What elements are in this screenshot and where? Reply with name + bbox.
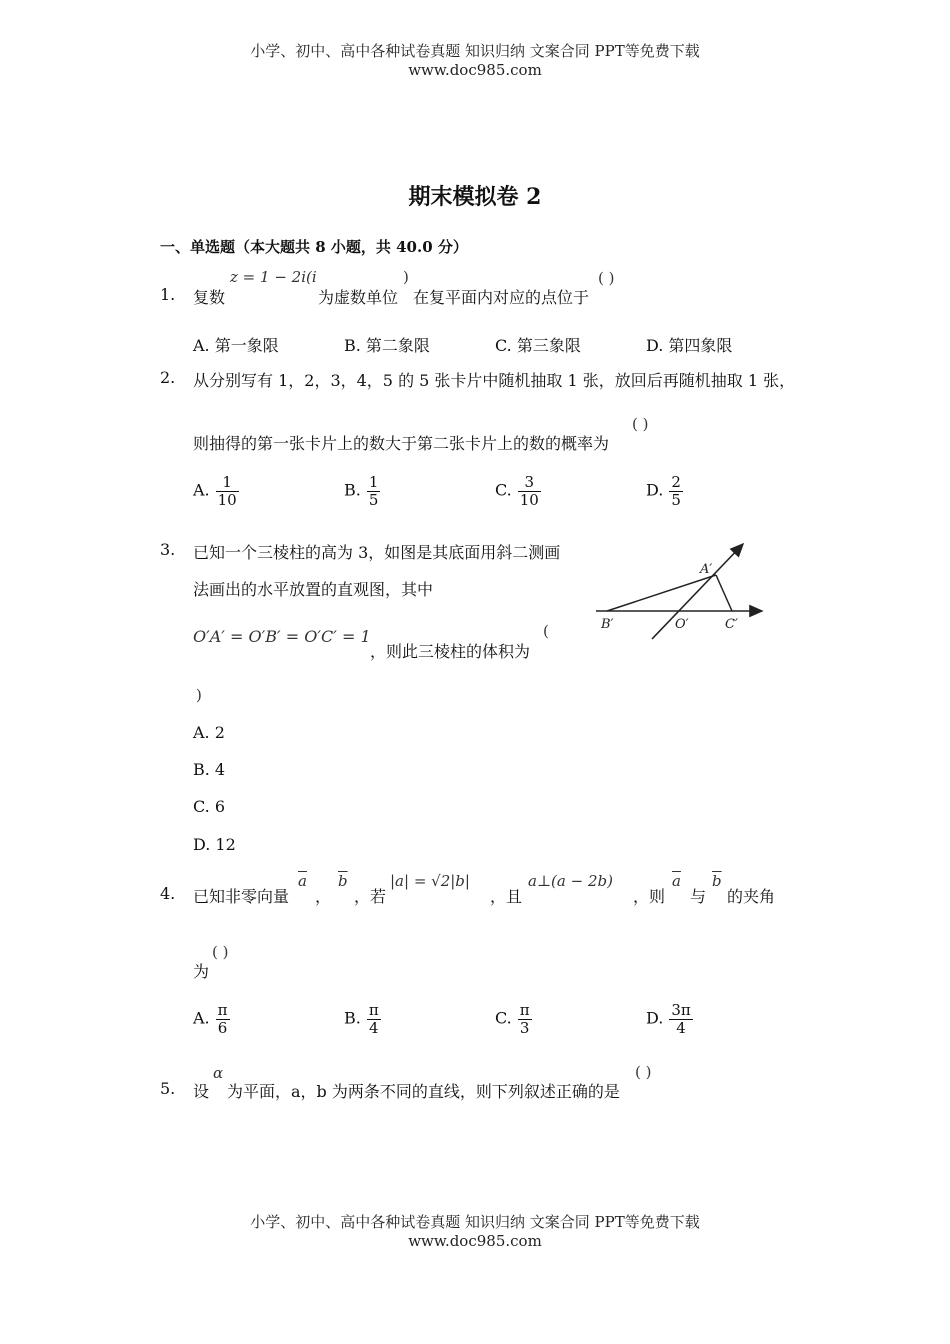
q1-option-a: A. 第一象限 [193,336,279,355]
q3-line2: 法画出的水平放置的直观图，其中 [193,580,434,599]
q2-option-b-num: 1 [368,473,379,491]
q2-number: 2. [160,368,176,387]
q2-option-a-den: 10 [217,490,237,509]
q4-vec-b-2: $\overline{b}$ [712,872,722,890]
q2-option-b [344,474,380,508]
q2-option-a-num: 1 [216,474,239,492]
q2-option-d-label: D. [646,480,664,500]
q4-suffix: 的夹角 [727,887,776,906]
q4-sep5: 与 [690,887,707,906]
q3-figure-edge-ac [716,575,732,611]
q4-option-d-num: 3π [671,1001,691,1019]
section-heading: 一、单选题（本大题共 8 小题，共 40.0 分） [160,238,468,256]
q2-option-a-label: A. [193,480,210,500]
q4-option-d-fraction [669,1002,692,1036]
q4-number: 4. [160,884,176,903]
q4-vec-a: $\overline{a}$ [298,872,307,890]
q4-prefix: 已知非零向量 [193,887,290,906]
q2-option-b-fraction [367,474,381,508]
q1-prefix: 复数 [193,288,226,307]
q3-figure-label-o: O′ [675,617,689,632]
q3-line1: 已知一个三棱柱的高为 3，如图是其底面用斜二测画 [193,543,561,562]
q3-line3: ，则此三棱柱的体积为 [370,642,531,661]
q4-option-c-fraction [518,1002,532,1036]
q3-math: O′A′ = O′B′ = O′C′ = 1 [193,627,371,646]
q4-option-d-den: 4 [676,1018,686,1037]
q1-math-close: ) [403,268,409,286]
q3-figure-label-a: A′ [700,562,713,577]
q4-sep2: ，若 [354,887,387,906]
header-line1: 小学、初中、高中各种试卷真题 知识归纳 文案合同 PPT等免费下载 [250,42,700,60]
q4-sep4: ，则 [633,887,666,906]
q2-option-d [646,474,683,508]
q5-text: 为平面，a，b 为两条不同的直线，则下列叙述正确的是 [227,1082,620,1101]
header-url: www.doc985.com [408,61,542,79]
q4-option-b [344,1002,381,1036]
footer-line1: 小学、初中、高中各种试卷真题 知识归纳 文案合同 PPT等免费下载 [250,1213,700,1231]
q3-option-c: C. 6 [193,797,226,816]
q4-sep1: ， [315,887,332,906]
q4-answer-paren: ( ) [212,943,229,961]
q4-option-a-den: 6 [217,1018,228,1037]
q3-option-a: A. 2 [193,723,225,742]
q2-option-c-fraction [518,474,541,508]
q1-option-b: B. 第二象限 [344,336,430,355]
q5-answer-paren: ( ) [635,1063,652,1081]
q4-option-a-label: A. [193,1008,210,1028]
footer-url: www.doc985.com [408,1232,542,1250]
q3-figure [590,535,770,645]
q5-alpha: α [213,1064,224,1082]
q1-answer-paren: ( ) [598,269,615,287]
q2-option-a-fraction [216,474,239,508]
q5-prefix: 设 [193,1082,210,1101]
page-title: 期末模拟卷 2 [408,184,542,210]
q4-vec-b: $\overline{b}$ [338,872,348,890]
q4-option-c [495,1002,532,1036]
q3-option-d: D. 12 [193,835,236,854]
q1-option-d: D. 第四象限 [646,336,733,355]
q4-option-c-den: 3 [519,1018,530,1037]
q2-option-d-den: 5 [671,490,681,509]
q4-option-b-fraction [367,1002,381,1036]
q3-number: 3. [160,540,176,559]
q3-figure-edge-ba [607,575,716,611]
q1-option-c: C. 第三象限 [495,336,581,355]
q4-option-c-num: π [519,1001,530,1019]
q3-figure-label-c: C′ [725,617,738,632]
q3-option-b: B. 4 [193,760,226,779]
q3-paren-open: ( [543,622,549,640]
q4-option-b-num: π [368,1001,379,1019]
q4-option-d [646,1002,693,1036]
q2-answer-paren: ( ) [632,415,649,433]
q4-condition-2: a⊥(a − 2b) [528,872,613,890]
q2-option-b-label: B. [344,480,361,500]
q1-number: 1. [160,285,176,304]
q4-line2: 为 [193,962,210,981]
q3-figure-label-b: B′ [601,617,614,632]
q2-option-c [495,474,541,508]
q4-option-b-den: 4 [369,1018,379,1037]
q2-line2: 则抽得的第一张卡片上的数大于第二张卡片上的数的概率为 [193,434,610,453]
q4-option-d-label: D. [646,1008,664,1028]
q1-text: 在复平面内对应的点位于 [413,288,590,307]
q4-option-a-num: π [217,1001,228,1019]
q2-option-d-fraction [669,474,683,508]
q4-option-a [193,1002,230,1036]
q2-option-d-num: 2 [671,473,681,491]
q5-number: 5. [160,1079,176,1098]
q4-condition-1: |a| = √2|b| [390,872,470,890]
q3-paren-close: ) [196,686,202,704]
q2-option-c-den: 10 [519,490,539,509]
q2-option-c-label: C. [495,480,512,500]
q4-vec-a-2: $\overline{a}$ [672,872,681,890]
q1-mid: 为虚数单位 [318,288,399,307]
q2-line1: 从分别写有 1，2，3，4，5 的 5 张卡片中随机抽取 1 张，放回后再随机抽取 1 张， [193,371,796,390]
q4-option-b-label: B. [344,1008,361,1028]
q4-option-c-label: C. [495,1008,512,1028]
q4-sep3: ，且 [490,887,523,906]
q2-option-c-num: 3 [518,474,541,492]
q2-option-a [193,474,239,508]
q2-option-b-den: 5 [368,490,379,509]
q4-option-a-fraction [216,1002,230,1036]
q1-math: z = 1 − 2i(i [230,268,317,286]
